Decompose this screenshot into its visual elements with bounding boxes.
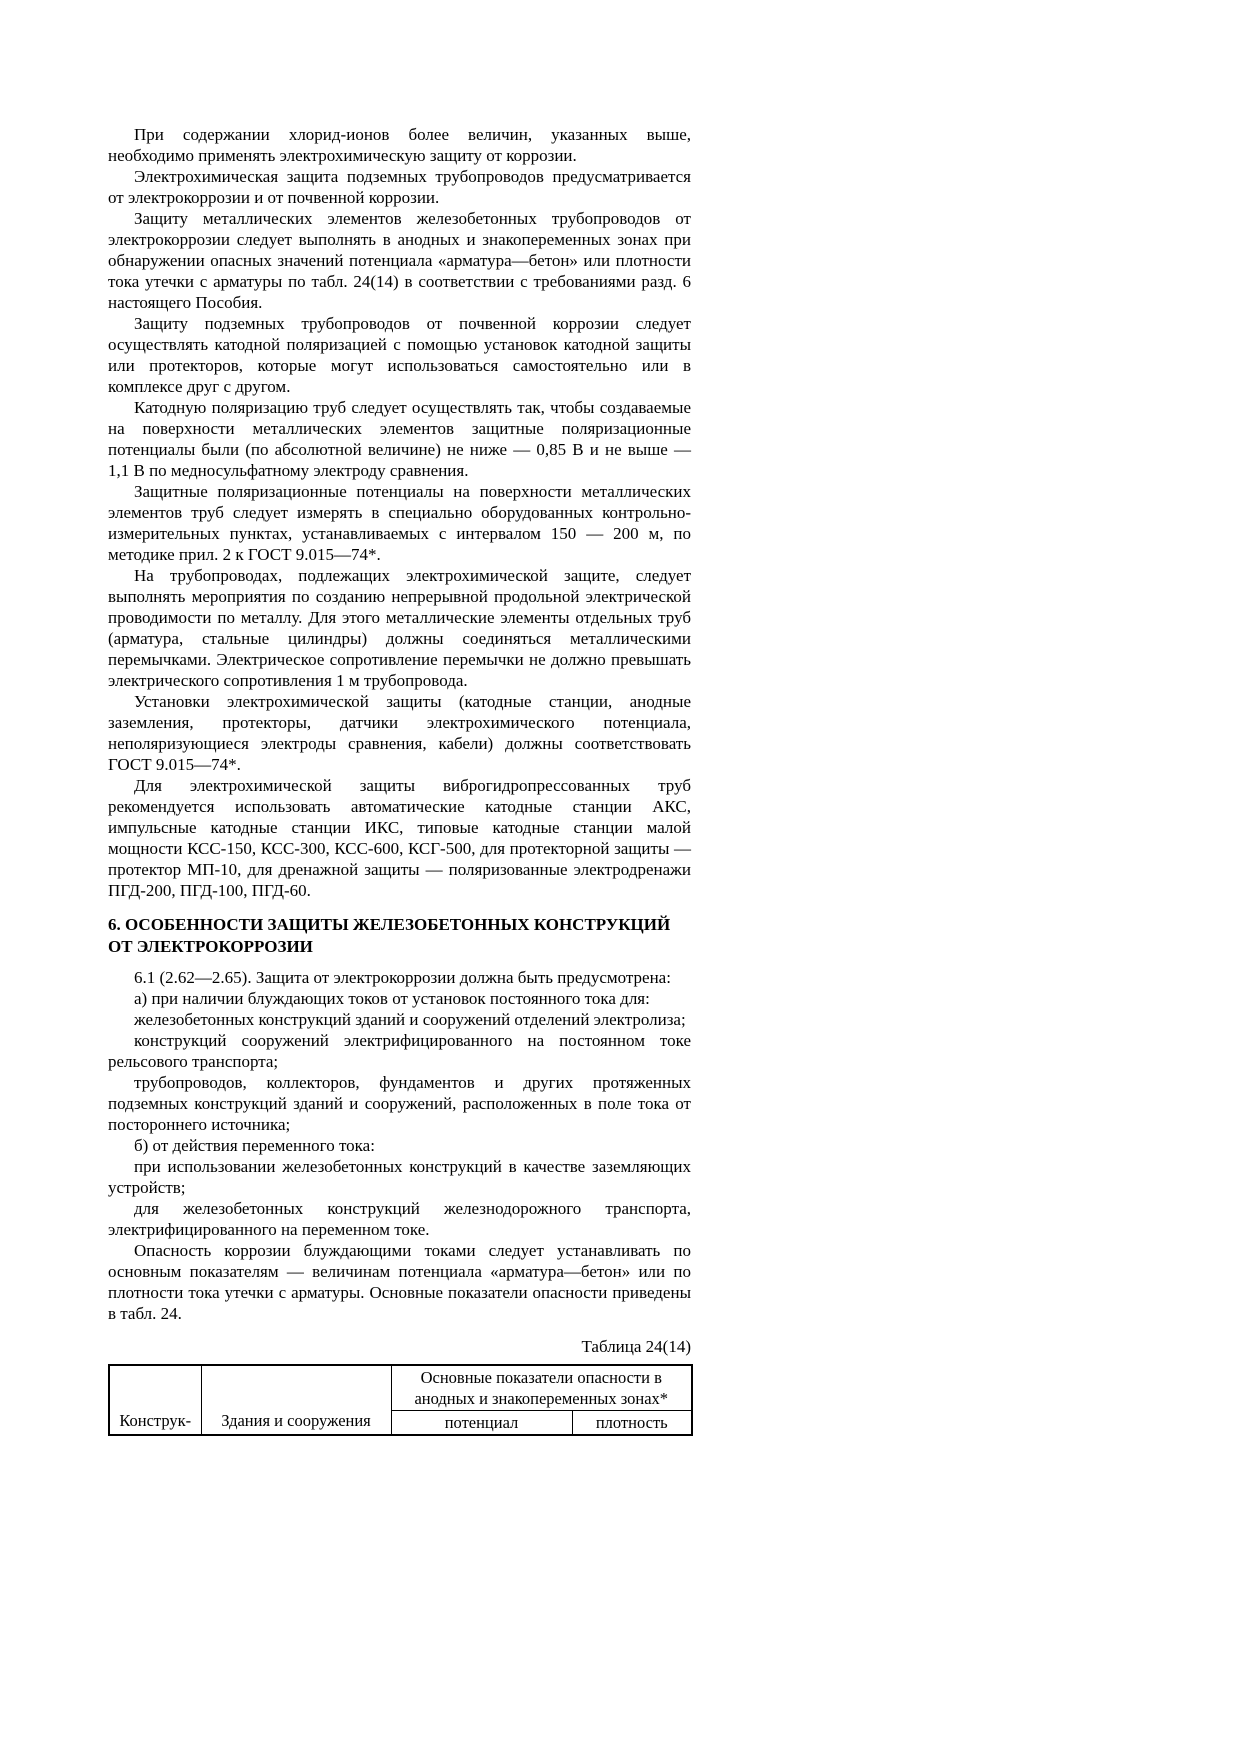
paragraph: Защиту подземных трубопроводов от почвенной коррозии следует осуществлять катодной поляризацией с помощью установок катодной защиты или протекторов, которые могут использоваться самостоятельно или в комплексе друг с другом. xyxy=(108,314,691,396)
paragraph: На трубопроводах, подлежащих электрохимической защите, следует выполнять мероприятия по созданию непрерывной продольной электрической проводимости по металлу. Для этого металлические элементы отдельных труб (арматура, стальные цилиндры) должны соединяться металлическими перемычками. Электрическое сопротивление перемычки не должно превышать электрического сопротивления 1 м трубопровода. xyxy=(108,566,691,690)
table-cell-construction: Конструк- xyxy=(109,1365,201,1435)
paragraph: 6.1 (2.62—2.65). Защита от электрокоррозии должна быть предусмотрена: xyxy=(134,968,671,987)
table-subheader-density: плотность xyxy=(572,1411,692,1436)
paragraph: для железобетонных конструкций железнодорожного транспорта, электрифицированного на переменном токе. xyxy=(108,1199,691,1239)
document-body xyxy=(108,124,691,1436)
table-header-hazard-indicators: Основные показатели опасности в анодных и знакопеременных зонах* xyxy=(391,1365,692,1411)
paragraph: Для электрохимической защиты виброгидропрессованных труб рекомендуется использовать автоматические катодные станции АКС, импульсные катодные станции ИКС, типовые катодные станции малой мощности КСС-150, КСС-300, КСС-600, КСГ-500, для протекторной защиты — протектор МП-10, для дренажной защиты — поляризованные электродренажи ПГД-200, ПГД-100, ПГД-60. xyxy=(108,776,691,900)
paragraph: При содержании хлорид-ионов более величин, указанных выше, необходимо применять электрохимическую защиту от коррозии. xyxy=(108,125,691,165)
paragraph: трубопроводов, коллекторов, фундаментов и других протяженных подземных конструкций зданий и сооружений, расположенных в поле тока от постороннего источника; xyxy=(108,1073,691,1134)
paragraph: конструкций сооружений электрифицированного на постоянном токе рельсового транспорта; xyxy=(108,1031,691,1071)
table-subheader-potential: потенциал xyxy=(391,1411,572,1436)
paragraph: при использовании железобетонных конструкций в качестве заземляющих устройств; xyxy=(108,1157,691,1197)
paragraph: а) при наличии блуждающих токов от установок постоянного тока для: xyxy=(134,989,650,1008)
table-cell-buildings: Здания и сооружения xyxy=(201,1365,391,1435)
paragraph: Защитные поляризационные потенциалы на поверхности металлических элементов труб следует измерять в специально оборудованных контрольно-измерительных пунктах, устанавливаемых с интервалом 150 — 200 м, по методике прил. 2 к ГОСТ 9.015—74*. xyxy=(108,482,691,564)
section-heading: 6. ОСОБЕННОСТИ ЗАЩИТЫ ЖЕЛЕЗОБЕТОННЫХ КОНСТРУКЦИЙ ОТ ЭЛЕКТРОКОРРОЗИИ xyxy=(108,915,671,956)
paragraph: Установки электрохимической защиты (катодные станции, анодные заземления, протекторы, датчики электрохимического потенциала, неполяризующиеся электроды сравнения, кабели) должны соответствовать ГОСТ 9.015—74*. xyxy=(108,692,691,774)
paragraph: б) от действия переменного тока: xyxy=(134,1136,375,1155)
table-row xyxy=(109,1365,692,1411)
paragraph: Опасность коррозии блуждающими токами следует устанавливать по основным показателям — величинам потенциала «арматура—бетон» или по плотности тока утечки с арматуры. Основные показатели опасности приведены в табл. 24. xyxy=(108,1241,691,1323)
paragraph: Защиту металлических элементов железобетонных трубопроводов от электрокоррозии следует выполнять в анодных и знакопеременных зонах при обнаружении опасных значений потенциала «арматура—бетон» или плотности тока утечки с арматуры по табл. 24(14) в соответствии с требованиями разд. 6 настоящего Пособия. xyxy=(108,209,691,312)
paragraph: железобетонных конструкций зданий и сооружений отделений электролиза; xyxy=(134,1010,686,1029)
paragraph: Электрохимическая защита подземных трубопроводов предусматривается от электрокоррозии и от почвенной коррозии. xyxy=(108,167,691,207)
paragraph: Катодную поляризацию труб следует осуществлять так, чтобы создаваемые на поверхности металлических элементов защитные поляризационные потенциалы были (по абсолютной величине) не ниже — 0,85 В и не выше — 1,1 В по медносульфатному электроду сравнения. xyxy=(108,398,691,480)
hazard-indicators-table xyxy=(108,1364,693,1436)
table-caption: Таблица 24(14) xyxy=(581,1337,691,1356)
